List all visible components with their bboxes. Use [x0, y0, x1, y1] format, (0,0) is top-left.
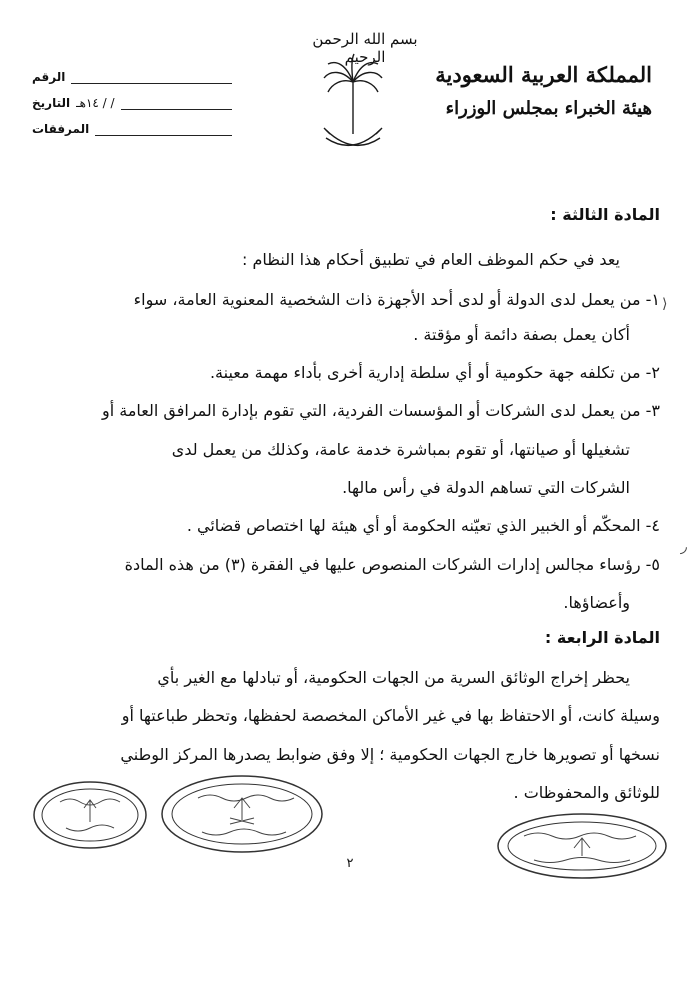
- date-value: / / ١٤هـ: [76, 96, 115, 110]
- article-four-line-2: وسيلة كانت، أو الاحتفاظ بها في غير الأماكن المخصصة لحفظها، وتحظر طباعتها أو: [121, 706, 660, 725]
- article-three-item-1: ١- من يعمل لدى الدولة أو لدى أحد الأجهزة ذات الشخصية المعنوية العامة، سواء: [133, 290, 660, 309]
- margin-mark: ◞: [680, 536, 687, 557]
- article-four-line-4: للوثائق والمحفوظات .: [513, 783, 660, 802]
- article-three-intro: يعد في حكم الموظف العام في تطبيق أحكام هذا النظام :: [242, 250, 620, 269]
- stamp-middle: [158, 772, 326, 856]
- letterhead-council: هيئة الخبراء بمجلس الوزراء: [445, 98, 652, 119]
- article-four-line-1: يحظر إخراج الوثائق السرية من الجهات الحكومية، أو تبادلها مع الغير بأي: [157, 668, 630, 687]
- article-three-heading: المادة الثالثة :: [550, 205, 660, 224]
- reference-label: الرقم: [32, 70, 66, 84]
- article-four-heading: المادة الرابعة :: [544, 628, 660, 647]
- article-three-item-2: ٢- من تكلفه جهة حكومية أو أي سلطة إدارية أخرى بأداء مهمة معينة.: [209, 363, 660, 382]
- date-label: التاريخ: [32, 96, 71, 110]
- date-line: [121, 99, 232, 110]
- reference-number-field: [32, 70, 232, 84]
- article-three-item-3-cont-1: تشغيلها أو صيانتها، أو تقوم بمباشرة خدمة عامة، وكذلك من يعمل لدى: [171, 440, 630, 459]
- article-three-item-1-cont: أكان يعمل بصفة دائمة أو مؤقتة .: [413, 325, 630, 344]
- letterhead-kingdom: المملكة العربية السعودية: [435, 62, 652, 87]
- date-field: [32, 96, 232, 110]
- margin-mark: ⟩: [662, 296, 668, 312]
- basmala: بسم الله الرحمن الرحيم: [312, 30, 418, 66]
- article-three-item-3: ٣- من يعمل لدى الشركات أو المؤسسات الفردية، التي تقوم بإدارة المرافق العامة أو: [101, 401, 660, 420]
- reference-line: [71, 73, 232, 84]
- page-number: ٢: [346, 856, 354, 871]
- stamp-right: [494, 806, 670, 880]
- attachments-line: [95, 125, 232, 136]
- article-three-item-4: ٤- المحكّم أو الخبير الذي تعيّنه الحكومة أو أي هيئة لها اختصاص قضائي .: [186, 516, 660, 535]
- attachments-label: المرفقات: [32, 122, 90, 136]
- article-three-item-5-cont: وأعضاؤها.: [563, 593, 630, 612]
- article-three-item-3-cont-2: الشركات التي تساهم الدولة في رأس مالها.: [342, 478, 630, 497]
- attachments-field: [32, 122, 232, 136]
- saudi-emblem-icon: [318, 52, 388, 162]
- stamp-left: [30, 778, 150, 852]
- article-three-item-5: ٥- رؤساء مجالس إدارات الشركات المنصوص عليها في الفقرة (٣) من هذه المادة: [124, 555, 660, 574]
- article-four-line-3: نسخها أو تصويرها خارج الجهات الحكومية ؛ إلا وفق ضوابط يصدرها المركز الوطني: [120, 745, 660, 764]
